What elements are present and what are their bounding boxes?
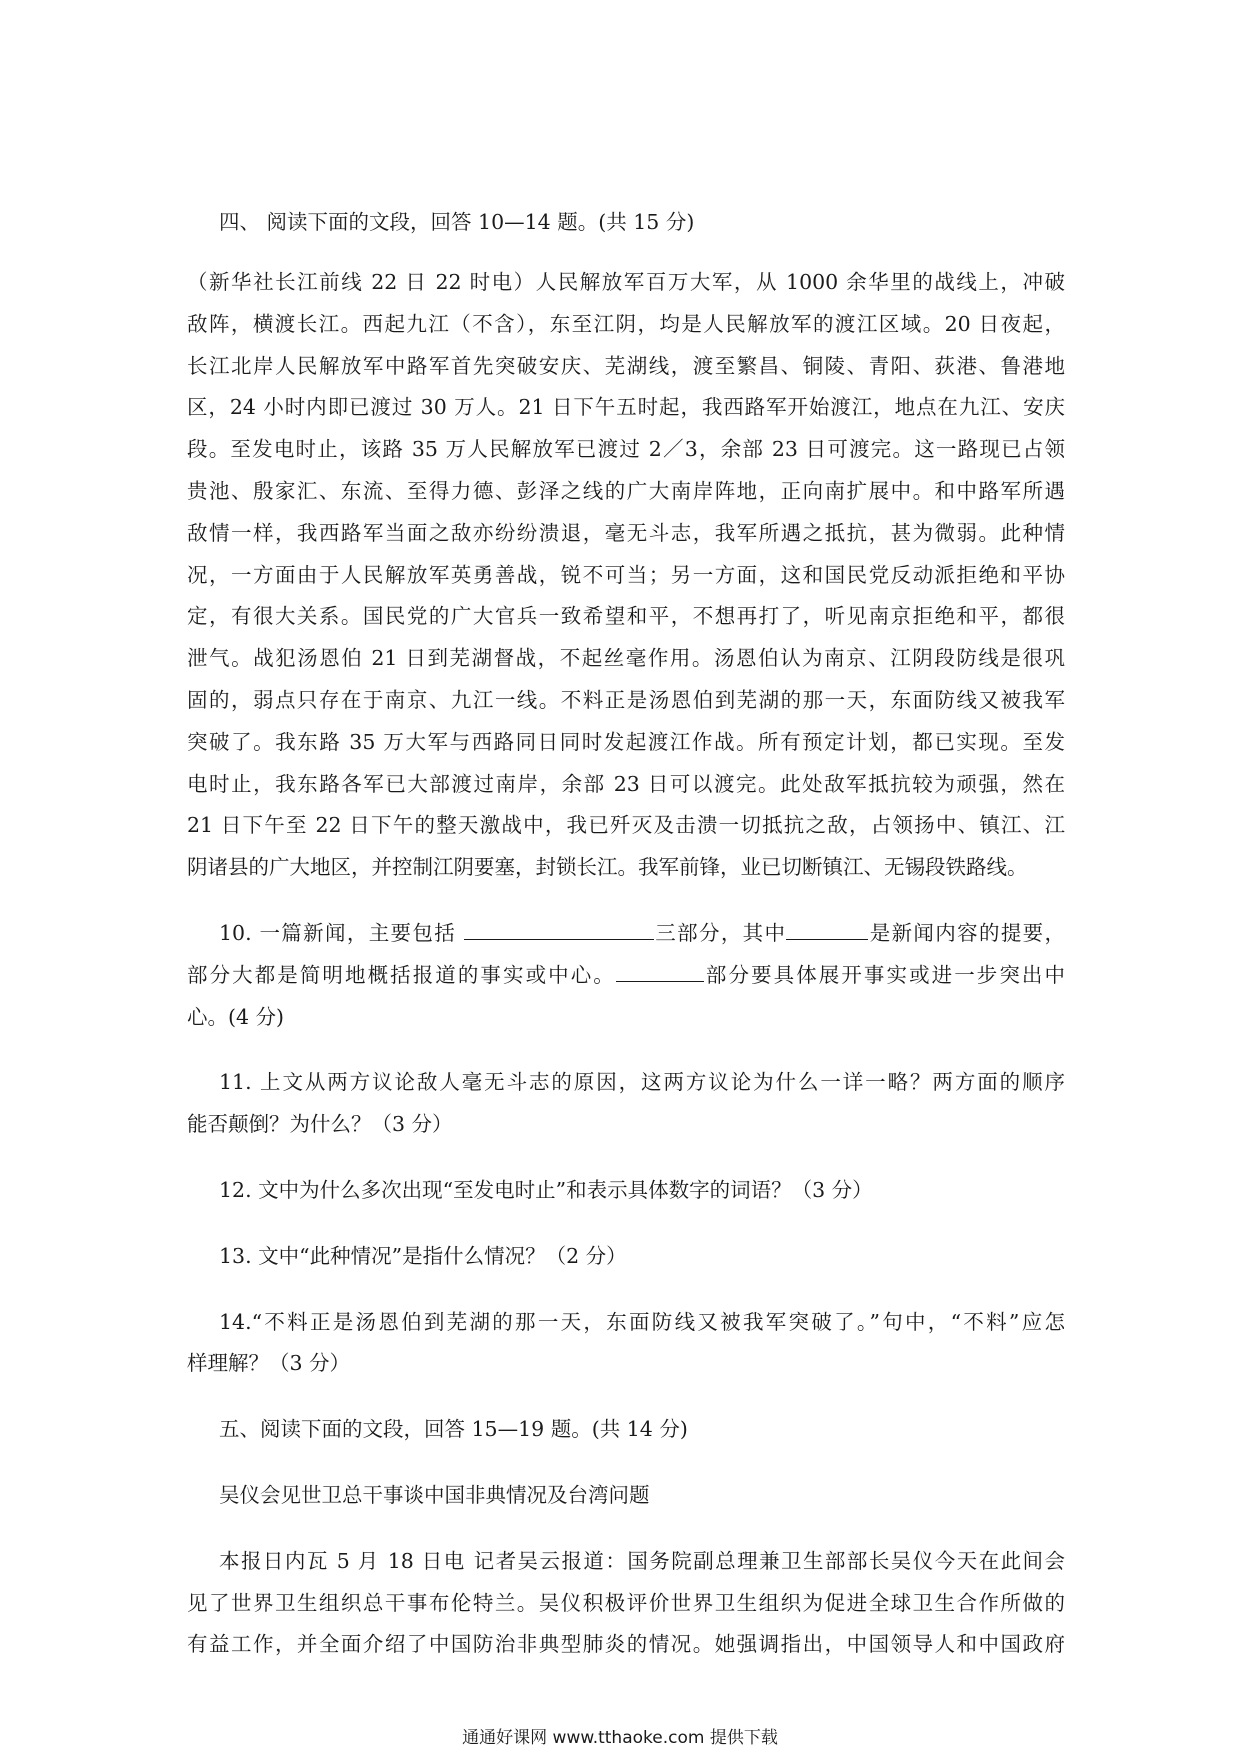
passage-line: 贵池、殷家汇、东流、至得力德、彭泽之线的广大南岸阵地，正向南扩展中。和中路军所遇 [187,478,1065,503]
question-13: 13. 文中“此种情况”是指什么情况？（2 分） [219,1243,627,1268]
question-10-text-d: 部分大都是简明地概括报道的事实或中心。 [187,962,616,987]
answer-blank-2[interactable] [786,919,868,940]
section-5-passage [187,1541,1065,1666]
passage-line: （新华社长江前线 22 日 22 时电）人民解放军百万大军，从 1000 余华里的战线上，冲破 [187,270,1065,294]
answer-blank-1[interactable] [464,919,654,940]
passage-line: 本报日内瓦 5 月 18 日电 记者吴云报道：国务院副总理兼卫生部部长吴仪今天在此间会 [219,1548,1065,1573]
passage-line: 段。至发电时止，该路 35 万人民解放军已渡过 2／3，余部 23 日可渡完。这一路现已占领 [187,437,1065,462]
question-10-text-c: 是新闻内容的提要， [868,920,1066,945]
question-10-line-1 [187,913,1065,955]
article-title: 吴仪会见世卫总干事谈中国非典情况及台湾问题 [219,1482,650,1507]
section-5-heading: 五、阅读下面的文段，回答 15—19 题。(共 14 分) [219,1417,688,1442]
question-10-line-2 [187,955,1065,997]
answer-blank-3[interactable] [616,961,704,982]
passage-line: 敌情一样，我西路军当面之敌亦纷纷溃退，毫无斗志，我军所遇之抵抗，甚为微弱。此种情 [187,520,1065,545]
passage-line: 固的，弱点只存在于南京、九江一线。不料正是汤恩伯到芜湖的那一天，东面防线又被我军 [187,687,1065,712]
question-11-line-1: 11. 上文从两方议论敌人毫无斗志的原因，这两方议论为什么一详一略？两方面的顺序 [219,1070,1065,1095]
question-10-line-3: 心。(4 分) [187,1004,285,1029]
passage-line: 见了世界卫生组织总干事布伦特兰。吴仪积极评价世界卫生组织为促进全球卫生合作所做的 [187,1590,1065,1615]
question-10-text-b: 三部分，其中 [653,920,787,945]
passage-line: 定，有很大关系。国民党的广大官兵一致希望和平，不想再打了，听见南京拒绝和平，都很 [187,604,1065,629]
passage-line: 敌阵，横渡长江。西起九江（不含），东至江阴，均是人民解放军的渡江区域。20 日夜起， [187,311,1065,336]
question-14-line-2: 样理解？（3 分） [187,1351,351,1376]
document-content [187,206,1065,1690]
passage-line: 电时止，我东路各军已大部渡过南岸，余部 23 日可以渡完。此处敌军抵抗较为顽强，然在 [187,771,1065,796]
passage-line: 泄气。战犯汤恩伯 21 日到芜湖督战，不起丝毫作用。汤恩伯认为南京、江阴段防线是很巩 [187,646,1065,671]
question-11 [187,1062,1065,1146]
question-12: 12. 文中为什么多次出现“至发电时止”和表示具体数字的词语？（3 分） [219,1177,873,1202]
footer-download-credit: 通通好课网 www.tthaoke.com 提供下载 [462,1728,778,1748]
passage-line: 阴诸县的广大地区，并控制江阴要塞，封锁长江。我军前锋，业已切断镇江、无锡段铁路线。 [187,855,1028,880]
section-4-passage [187,262,1065,889]
passage-line: 突破了。我东路 35 万大军与西路同日同时发起渡江作战。所有预定计划，都已实现。至发 [187,729,1065,754]
passage-line: 有益工作，并全面介绍了中国防治非典型肺炎的情况。她强调指出，中国领导人和中国政府 [187,1632,1065,1657]
question-10-text-a: 10. 一篇新闻，主要包括 [219,920,464,945]
question-10-text-e: 部分要具体展开事实或进一步突出中 [703,962,1066,987]
passage-line: 区，24 小时内即已渡过 30 万人。21 日下午五时起，我西路军开始渡江，地点在九江、安庆 [187,395,1065,420]
question-11-line-2: 能否颠倒？为什么？（3 分） [187,1112,453,1137]
question-14 [187,1302,1065,1386]
section-4-heading: 四、 阅读下面的文段，回答 10—14 题。(共 15 分) [219,210,695,234]
passage-line: 长江北岸人民解放军中路军首先突破安庆、芜湖线，渡至繁昌、铜陵、青阳、荻港、鲁港地 [187,353,1065,378]
passage-line: 21 日下午至 22 日下午的整天激战中，我已歼灭及击溃一切抵抗之敌，占领扬中、镇江、江 [187,813,1065,838]
question-14-line-1: 14.“不料正是汤恩伯到芜湖的那一天，东面防线又被我军突破了。”句中，“不料”应怎 [219,1309,1065,1334]
passage-line: 况，一方面由于人民解放军英勇善战，锐不可当；另一方面，这和国民党反动派拒绝和平协 [187,562,1065,587]
question-10 [187,913,1065,1038]
